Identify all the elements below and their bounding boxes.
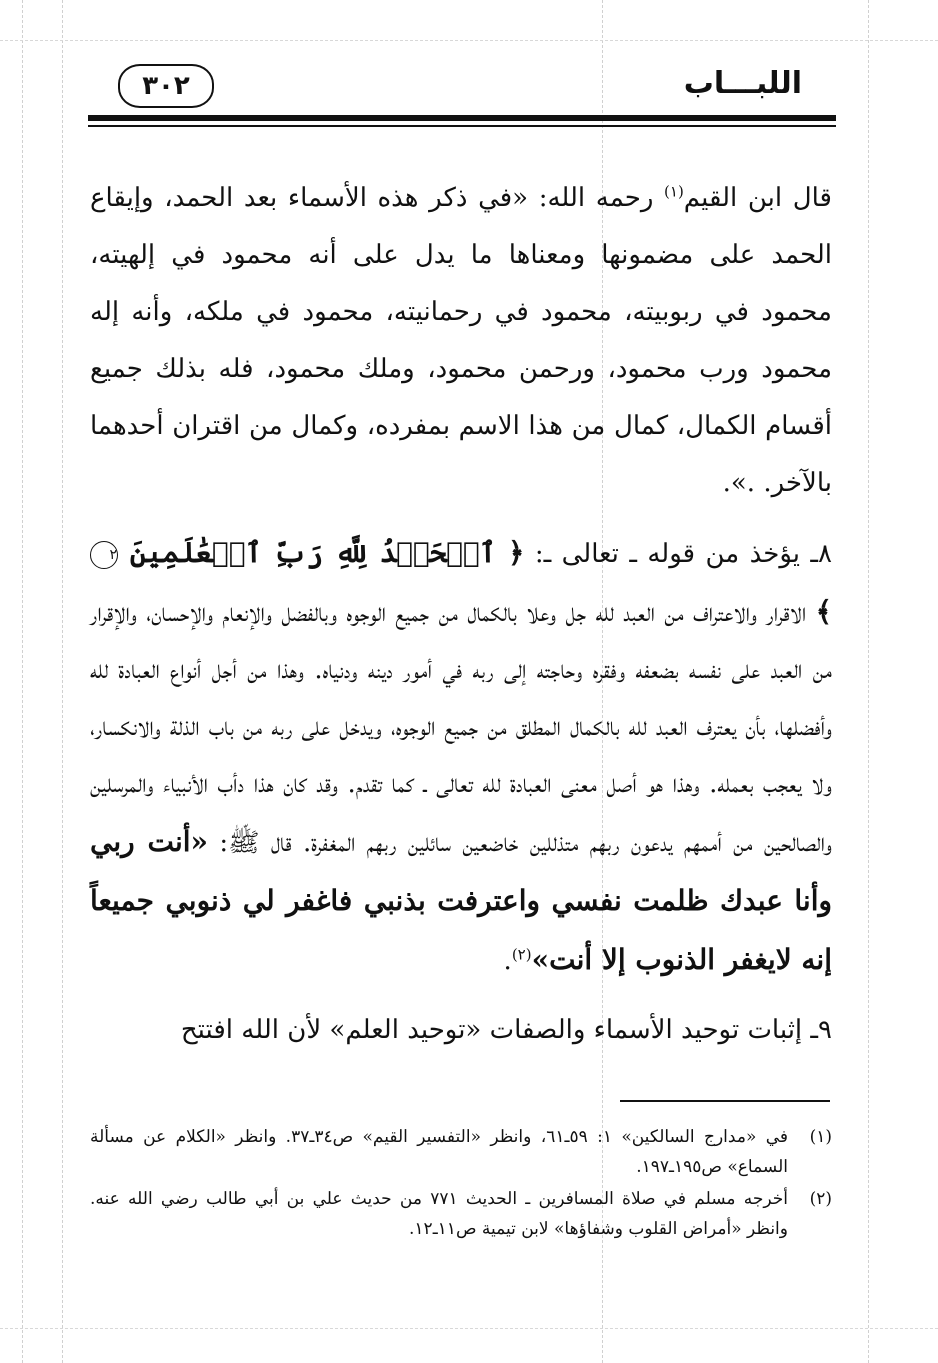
footnote-text: أخرجه مسلم في صلاة المسافرين ـ الحديث ٧٧١ من حديث علي بن أبي طالب رضي الله عنه. وانظر «أمراض القلوب وشفاؤها» لابن تيمية ص١١ـ١٢. [90, 1189, 789, 1239]
paragraph-text: قال ابن القيم [683, 183, 832, 213]
footnote-number: (٢) [809, 1189, 832, 1209]
footnote-item [90, 1184, 832, 1244]
hadith-quote: «أنت ربي وأنا عبدك ظلمت نفسي واعترفت بذنبي فاغفر لي ذنوبي جميعاً إنه لايغفر الذنوب إلا أنت» [90, 825, 832, 976]
scan-guide [868, 0, 869, 1363]
quran-verse: ﴿ ٱلۡحَمۡدُ لِلَّهِ رَبِّ ٱلۡعَٰلَمِينَ [118, 536, 525, 569]
page-header [88, 58, 828, 118]
paragraph-point-8 [90, 524, 832, 990]
paragraph-text: رحمه الله: «في ذكر هذه الأسماء بعد الحمد، وإيقاع الحمد على مضمونها ومعناها ما يدل على أنه محمود في إلهيته، محمود في ربوبيته، محمود في رحمانيته، محمود في ملكه، وأنه إله محمود ورب محمود، ورحمن محمود، وملك محمود، فله بذلك جميع أقسام الكمال، كمال من هذا الاسم بمفرده، وكمال من اقتران أحدهما بالآخر. .». [90, 183, 832, 498]
scan-guide [62, 0, 63, 1363]
footnote-separator [620, 1100, 830, 1102]
footnote-ref[interactable]: (٢) [511, 945, 532, 964]
paragraph-ibn-qayyim-quote [90, 170, 832, 512]
header-rule [88, 115, 836, 121]
paragraph-text: ٨ـ يؤخذ من قوله ـ تعالى ـ: [524, 539, 832, 569]
quran-verse-end: ﴾ [815, 595, 832, 628]
main-text [90, 170, 832, 1059]
page-number: ٣٠٢ [118, 64, 214, 108]
footnote-number: (١) [809, 1127, 832, 1147]
ayah-number-marker: ٢ [90, 541, 118, 569]
footnotes [90, 1122, 832, 1246]
footnote-ref[interactable]: (١) [664, 182, 684, 201]
header-rule-thin [88, 125, 836, 127]
paragraph-text: . [503, 946, 512, 976]
paragraph-point-9: ٩ـ إثبات توحيد الأسماء والصفات «توحيد العلم» لأن الله افتتح [180, 1015, 832, 1045]
paragraph-text: الاقرار والاعتراف من العبد لله جل وعلا بالكمال من جميع الوجوه وبالفضل والإنعام والإحسان، والإقرار من العبد على نفسه بضعفه وفقره وحاجته إلى ربه في أمور دينه ودنياه. وهذا من أجل أنواع العبادة لله وأفضلها، بأن يعترف العبد لله بالكمال المطلق من جميع الوجوه، ويدخل على ربه من باب الذلة والانكسار، ولا يعجب بعمله. وهذا هو أصل معنى العبادة لله تعالى ـ كما تقدم. وقد كان هذا دأب الأنبياء والمرسلين والصالحين من أممهم يدعون ربهم متذللين خاضعين سائلين ربهم المغفرة. قال ﷺ: [90, 598, 832, 858]
scan-guide [0, 40, 938, 41]
scan-guide [22, 0, 23, 1363]
scan-guide [0, 1328, 938, 1329]
book-title: اللبـــاب [683, 66, 802, 101]
footnote-text: في «مدارج السالكين» ١: ٥٩ـ٦١، وانظر «التفسير القيم» ص٣٤ـ٣٧. وانظر «الكلام عن مسألة السماع» ص١٩٥ـ١٩٧. [90, 1127, 789, 1177]
footnote-item [90, 1122, 832, 1182]
